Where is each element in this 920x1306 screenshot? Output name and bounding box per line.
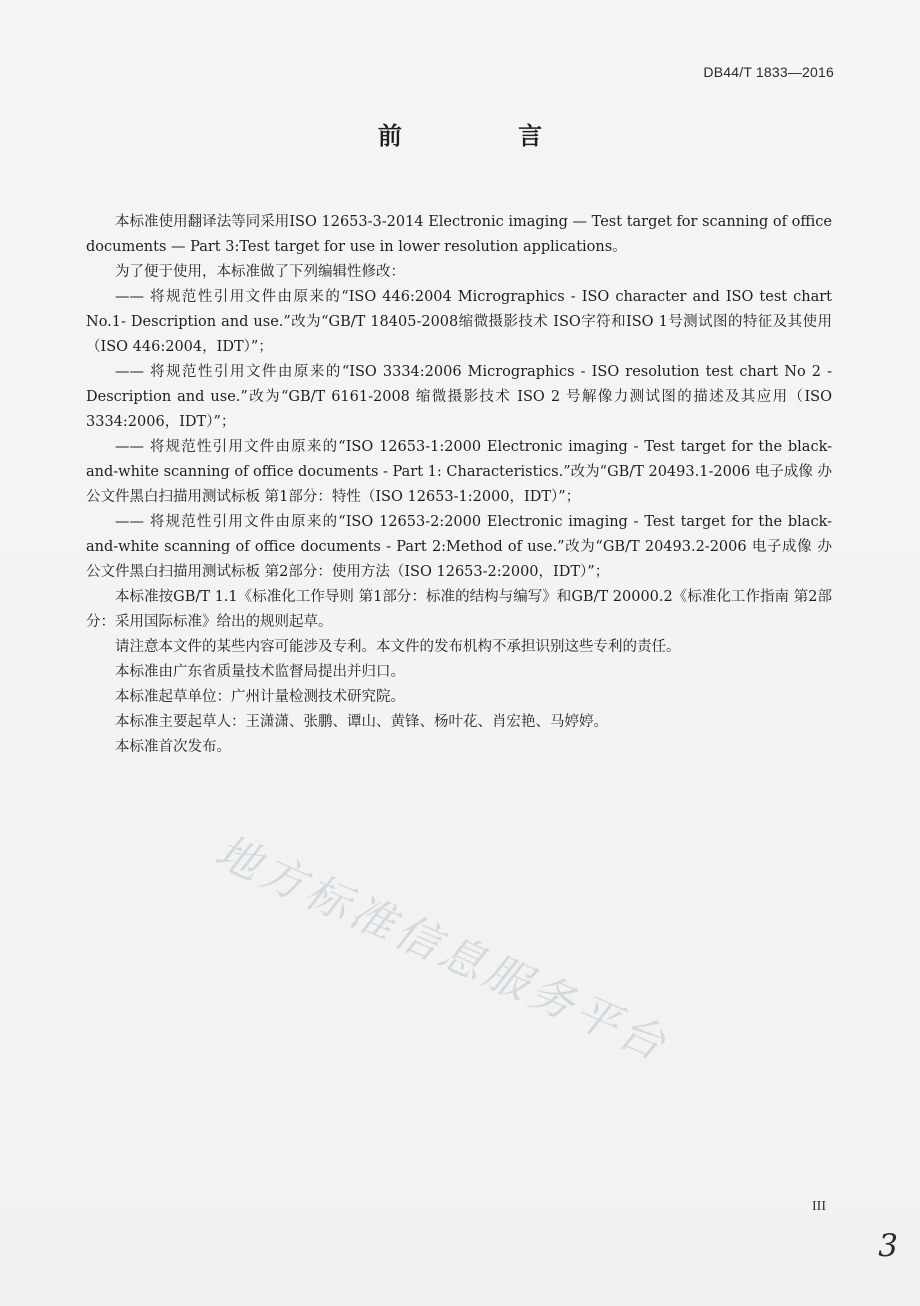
paragraph-11: 本标准主要起草人：王潇潇、张鹏、谭山、黄锋、杨叶花、肖宏艳、马婷婷。	[115, 714, 608, 730]
paragraph-5: —— 将规范性引用文件由原来的“ISO 12653-1:2000 Electronic imaging - Test target for the black-and-white scanning of office documents - Part 1: Characteristics.”改为“GB/T 20493.1-2006 电子成像 办公文件黑白扫描用测试标板 第1部分：特性（ISO 12653-1:2000，IDT）”；	[86, 439, 832, 505]
paragraph-7: 本标准按GB/T 1.1《标准化工作导则 第1部分：标准的结构与编写》和GB/T 20000.2《标准化工作指南 第2部分：采用国际标准》给出的规则起草。	[86, 589, 832, 630]
paragraph-9: 本标准由广东省质量技术监督局提出并归口。	[115, 664, 405, 680]
document-code: DB44/T 1833—2016	[703, 64, 834, 80]
paragraph-2: 为了便于使用，本标准做了下列编辑性修改：	[115, 264, 405, 280]
page-title: 前 言	[377, 122, 597, 150]
paragraph-1: 本标准使用翻译法等同采用ISO 12653-3-2014 Electronic imaging — Test target for scanning of office documents — Part 3:Test target for use in lower resolution applications。	[86, 214, 832, 255]
paragraph-8: 请注意本文件的某些内容可能涉及专利。本文件的发布机构不承担识别这些专利的责任。	[115, 639, 681, 655]
corner-page-mark: 3	[878, 1228, 898, 1264]
watermark-text: 地方标准信息服务平台	[207, 826, 677, 1072]
paragraph-12: 本标准首次发布。	[115, 739, 231, 755]
document-body	[86, 210, 832, 760]
paragraph-3: —— 将规范性引用文件由原来的“ISO 446:2004 Micrographics - ISO character and ISO test chart No.1- Description and use.”改为“GB/T 18405-2008缩微摄影技术 ISO字符和ISO 1号测试图的特征及其使用（ISO 446:2004，IDT）”；	[86, 289, 832, 355]
paragraph-4: —— 将规范性引用文件由原来的“ISO 3334:2006 Micrographics - ISO resolution test chart No 2 - Description and use.”改为“GB/T 6161-2008 缩微摄影技术 ISO 2 号解像力测试图的描述及其应用（ISO 3334:2006，IDT）”；	[86, 364, 832, 430]
paragraph-10: 本标准起草单位：广州计量检测技术研究院。	[115, 689, 405, 705]
paragraph-6: —— 将规范性引用文件由原来的“ISO 12653-2:2000 Electronic imaging - Test target for the black-and-white scanning of office documents - Part 2:Method of use.”改为“GB/T 20493.2-2006 电子成像 办公文件黑白扫描用测试标板 第2部分：使用方法（ISO 12653-2:2000，IDT）”；	[86, 514, 832, 580]
page-number: III	[812, 1199, 826, 1214]
